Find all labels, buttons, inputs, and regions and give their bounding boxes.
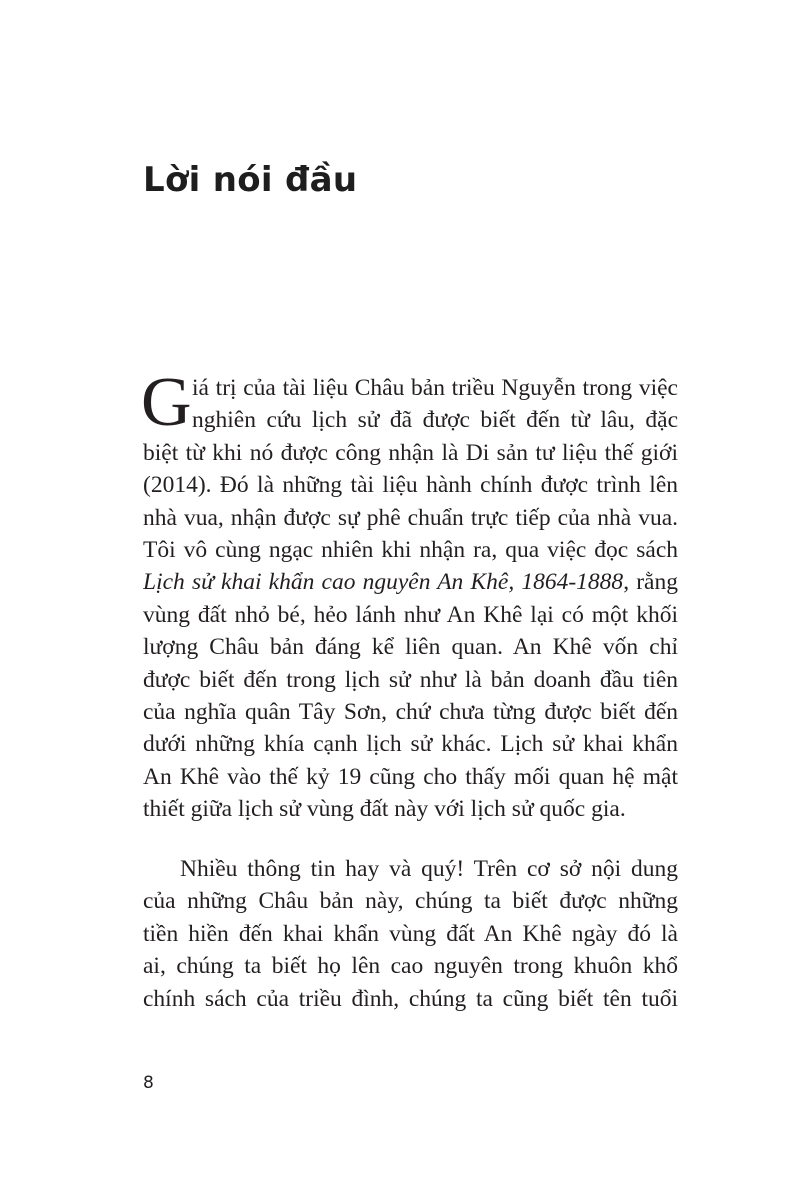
text-line: nhà vua, nhận được sự phê chuẩn trực tiếp của nhà vua. [143,504,678,531]
text-line: lượng Châu bản đáng kể liên quan. An Khê vốn chỉ [143,634,678,661]
text-line: của nghĩa quân Tây Sơn, chứ chưa từng được biết đến [143,698,678,725]
text-line: nghiên cứu lịch sử đã được biết đến từ lâu, đặc [192,407,678,434]
text-segment: , rằng [623,569,678,596]
text-line: Nhiều thông tin hay và quý! Trên cơ sở nội dung [180,856,678,882]
text-line: (2014). Đó là những tài liệu hành chính được trình lên [143,472,678,499]
paragraph-2 [143,853,678,1015]
text-line [143,566,678,598]
drop-cap: G [141,364,192,441]
text-line: An Khê vào thế kỷ 19 cũng cho thấy mối quan hệ mật [143,763,678,790]
text-line: được biết đến trong lịch sử như là bản doanh đầu tiên [143,666,678,693]
text-line: vùng đất nhỏ bé, hẻo lánh như An Khê lại có một khối [143,601,678,628]
chapter-title: Lời nói đầu [143,160,358,200]
text-line: chính sách của triều đình, chúng ta cũng biết tên tuổi [143,985,678,1012]
text-line: Tôi vô cùng ngạc nhiên khi nhận ra, qua việc đọc sách [143,536,678,563]
page-number: 8 [143,1073,154,1093]
paragraph-1 [141,364,678,825]
text-line: dưới những khía cạnh lịch sử khác. Lịch sử khai khẩn [143,731,678,758]
text-line: tiền hiền đến khai khẩn vùng đất An Khê ngày đó là [143,920,678,947]
text-line: của những Châu bản này, chúng ta biết được những [143,888,678,915]
text-line: thiết giữa lịch sử vùng đất này với lịch sử quốc gia. [143,796,626,823]
text-line: ai, chúng ta biết họ lên cao nguyên trong khuôn khổ [143,953,678,980]
book-title-italic: Lịch sử khai khẩn cao nguyên An Khê, 1864-1888 [143,569,624,596]
text-line: biệt từ khi nó được công nhận là Di sản tư liệu thế giới [143,439,678,466]
text-line: iá trị của tài liệu Châu bản triều Nguyễn trong việc [192,375,678,401]
